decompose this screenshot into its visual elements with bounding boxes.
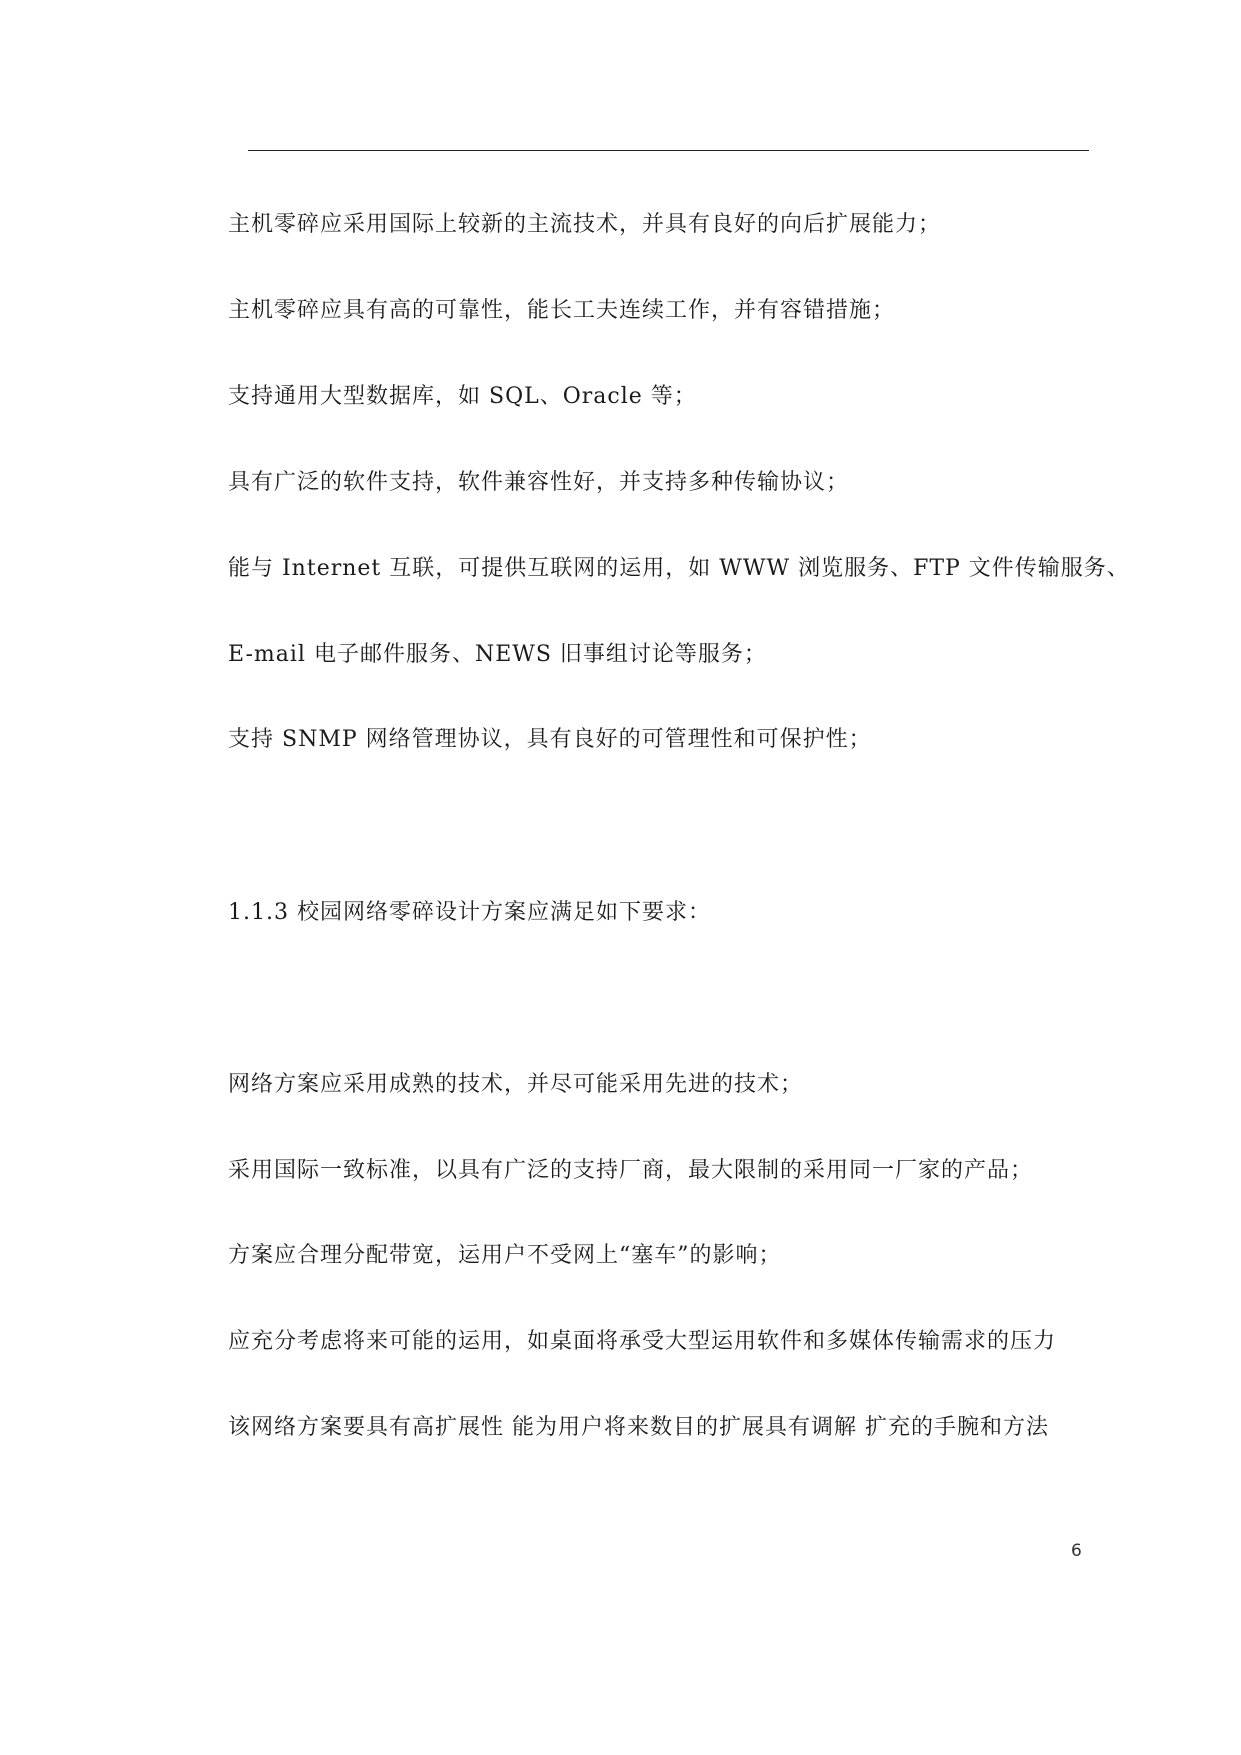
body-line: E-mail 电子邮件服务、NEWS 旧事组讨论等服务； <box>228 642 767 667</box>
requirement-line: 应充分考虑将来可能的运用，如桌面将承受大型运用软件和多媒体传输需求的压力 <box>228 1329 1057 1354</box>
body-line: 主机零碎应采用国际上较新的主流技术，并具有良好的向后扩展能力； <box>228 212 942 237</box>
body-line: 支持通用大型数据库，如 SQL、Oracle 等； <box>228 384 697 409</box>
body-line: 能与 Internet 互联，可提供互联网的运用，如 WWW 浏览服务、FTP 文件传输服务、 <box>228 556 1130 581</box>
section-heading: 1.1.3 校园网络零碎设计方案应满足如下要求： <box>228 900 711 925</box>
requirement-line: 采用国际一致标准，以具有广泛的支持厂商，最大限制的采用同一厂家的产品； <box>228 1158 1034 1183</box>
requirement-line: 该网络方案要具有高扩展性 能为用户将来数目的扩展具有调解 扩充的手腕和方法 <box>228 1415 1049 1440</box>
requirement-line: 方案应合理分配带宽，运用户不受网上“塞车”的影响； <box>228 1243 782 1268</box>
body-line: 主机零碎应具有高的可靠性，能长工夫连续工作，并有容错措施； <box>228 298 896 323</box>
page-number: 6 <box>1071 1541 1082 1561</box>
body-line: 支持 SNMP 网络管理协议，具有良好的可管理性和可保护性； <box>228 727 872 752</box>
body-line: 具有广泛的软件支持，软件兼容性好，并支持多种传输协议； <box>228 470 850 495</box>
header-rule <box>248 150 1089 151</box>
requirement-line: 网络方案应采用成熟的技术，并尽可能采用先进的技术； <box>228 1072 804 1097</box>
